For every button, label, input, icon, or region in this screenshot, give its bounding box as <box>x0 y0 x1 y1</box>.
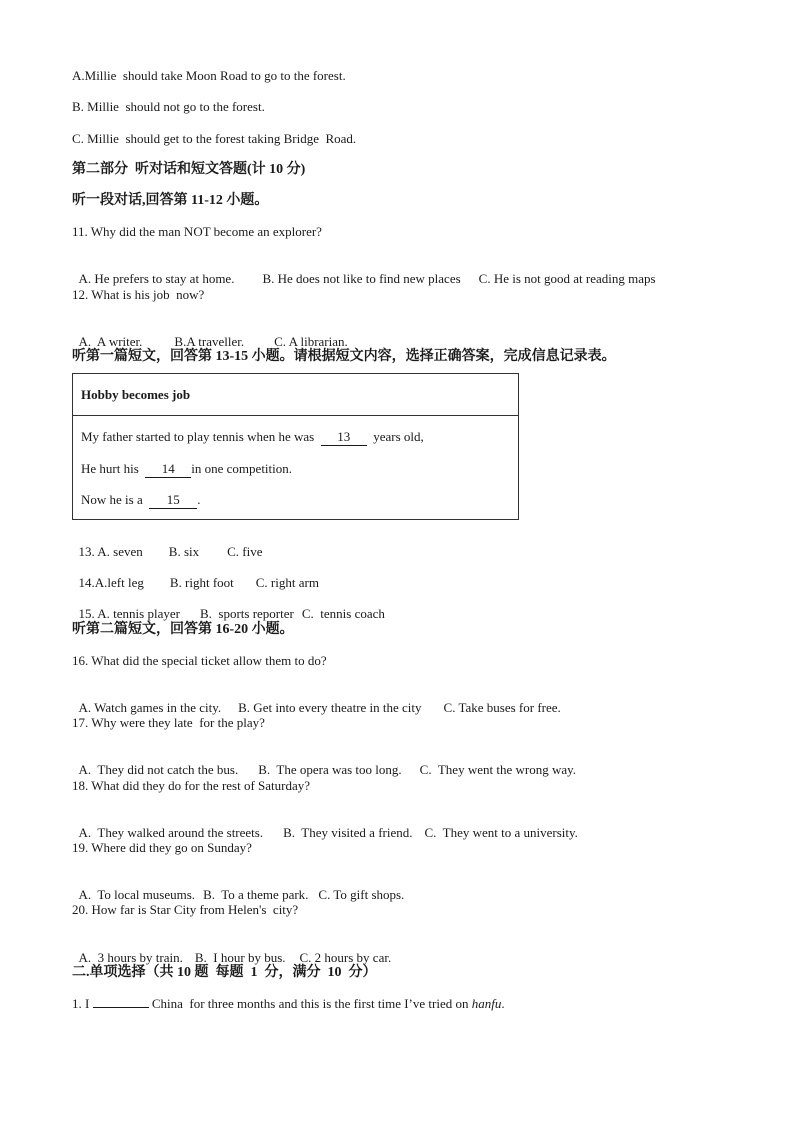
option-b: B. He does not like to find new places <box>262 271 461 286</box>
q1-end: . <box>501 996 505 1011</box>
option-a: 13. A. seven <box>78 544 143 559</box>
question-19-options <box>72 871 404 903</box>
option-b: B. six <box>168 544 200 559</box>
question-20: 20. How far is Star City from Helen's city? <box>72 902 299 917</box>
question-20-options <box>72 934 391 966</box>
row-text: years old, <box>366 429 424 444</box>
question-18: 18. What did they do for the rest of Saturday? <box>72 778 311 793</box>
question-12-options <box>72 318 348 350</box>
option-a: A. Watch games in the city. <box>78 700 222 715</box>
row-text: Now he is a <box>81 492 150 507</box>
option-a: 14.A.left leg <box>78 575 144 590</box>
option-b: B. I hour by bus. <box>194 950 286 965</box>
question-17-options <box>72 746 576 778</box>
question-18-options <box>72 809 578 841</box>
table-title: Hobby becomes job <box>81 387 191 402</box>
row-text: He hurt his <box>81 461 146 476</box>
option-c: C. They went to a university. <box>424 825 578 840</box>
question-11: 11. Why did the man NOT become an explorer? <box>72 224 322 239</box>
option-a: 15. A. tennis player <box>78 606 180 621</box>
line-option-c: C. Millie should get to the forest taking Bridge Road. <box>72 131 357 146</box>
option-b: B. The opera was too long. <box>258 762 402 777</box>
question-12: 12. What is his job now? <box>72 287 205 302</box>
row-text: in one competition. <box>191 461 293 476</box>
table-row-3 <box>81 492 201 509</box>
question-1 <box>72 996 505 1012</box>
option-a: A. To local museums. <box>78 887 196 902</box>
option-b: B. sports reporter <box>199 606 294 621</box>
row-text: . <box>197 492 201 507</box>
table-header <box>73 374 518 416</box>
blank-answer <box>93 1007 149 1008</box>
option-c: C. 2 hours by car. <box>299 950 392 965</box>
option-a: A. 3 hours by train. <box>78 950 183 965</box>
option-c: C. right arm <box>255 575 319 590</box>
question-16: 16. What did the special ticket allow them to do? <box>72 653 327 668</box>
part2-heading: 第二部分 听对话和短文答题(计 10 分) <box>72 162 306 177</box>
table-row-1 <box>81 429 424 446</box>
q1-italic-word: hanfu <box>471 996 502 1011</box>
option-a: A. They did not catch the bus. <box>78 762 239 777</box>
blank-14: 14 <box>145 461 191 478</box>
row-text: My father started to play tennis when he was <box>81 429 321 444</box>
question-17: 17. Why were they late for the play? <box>72 715 265 730</box>
blank-13: 13 <box>321 429 367 446</box>
option-c: C. To gift shops. <box>318 887 405 902</box>
info-record-table <box>72 373 519 520</box>
option-c: C. five <box>227 544 263 559</box>
blank-15: 15 <box>149 492 197 509</box>
question-15-options <box>72 590 385 622</box>
question-11-options <box>72 255 656 287</box>
question-13-options <box>72 528 263 560</box>
option-a: A. He prefers to stay at home. <box>78 271 235 286</box>
option-a: A. They walked around the streets. <box>78 825 264 840</box>
q1-prefix: 1. I <box>72 996 90 1011</box>
question-19: 19. Where did they go on Sunday? <box>72 840 252 855</box>
option-b: B. They visited a friend. <box>283 825 413 840</box>
option-c: C. They went the wrong way. <box>419 762 577 777</box>
q1-text: China for three months and this is the first time I’ve tried on <box>148 996 472 1011</box>
line-option-b: B. Millie should not go to the forest. <box>72 99 265 114</box>
question-16-options <box>72 684 561 716</box>
line-option-a: A.Millie should take Moon Road to go to the forest. <box>72 68 346 83</box>
option-b: B.A traveller. <box>174 334 245 349</box>
option-c: C. tennis coach <box>301 606 385 621</box>
table-row-2 <box>81 461 292 478</box>
option-c: C. A librarian. <box>274 334 348 349</box>
dialog-heading: 听一段对话,回答第 11-12 小题。 <box>72 193 269 208</box>
option-c: C. He is not good at reading maps <box>478 271 656 286</box>
option-b: B. Get into every theatre in the city <box>238 700 422 715</box>
option-b: B. To a theme park. <box>203 887 309 902</box>
passage2-heading: 听第二篇短文，回答第 16-20 小题。 <box>72 622 294 637</box>
option-b: B. right foot <box>169 575 234 590</box>
section2-heading: 二.单项选择（共 10 题 每题 1 分，满分 10 分） <box>72 965 377 980</box>
option-c: C. Take buses for free. <box>443 700 561 715</box>
option-a: A. A writer. <box>78 334 143 349</box>
question-14-options <box>72 559 319 591</box>
passage1-heading: 听第一篇短文，回答第 13-15 小题。请根据短文内容，选择正确答案，完成信息记录表。 <box>72 349 616 364</box>
